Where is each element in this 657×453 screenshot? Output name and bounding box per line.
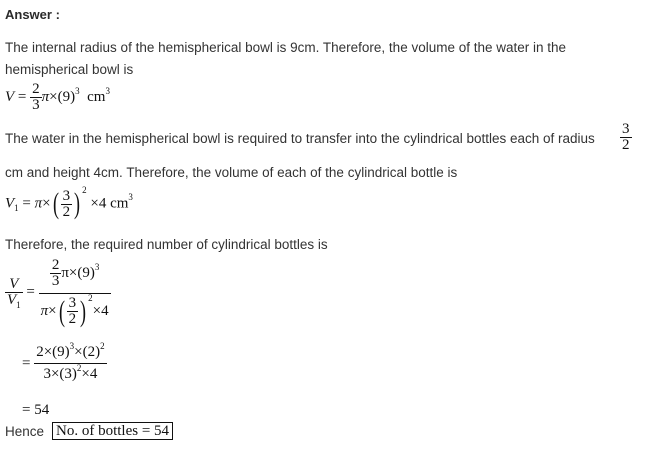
fraction-denominator: 2 <box>62 203 71 220</box>
denominator-term: ×4 <box>81 366 98 382</box>
pi-symbol: π <box>41 88 50 105</box>
unit: cm <box>87 88 106 105</box>
exponent: 3 <box>94 261 100 272</box>
var-v: V <box>5 88 15 105</box>
fraction-numerator: 2 <box>51 257 60 273</box>
unit: cm <box>110 195 129 212</box>
boxed-answer: No. of bottles = 54 <box>52 422 173 440</box>
left-paren: ( <box>52 187 59 220</box>
exponent: 2 <box>100 341 105 351</box>
times-sign: × <box>49 88 58 105</box>
equals-sign: = <box>26 283 35 300</box>
paragraph-line: hemispherical bowl is <box>5 62 134 77</box>
unit-exponent: 3 <box>105 85 110 96</box>
hence-label: Hence <box>5 424 45 439</box>
fraction <box>67 296 79 327</box>
pi-symbol: π <box>40 302 49 319</box>
paragraph-line: The water in the hemispherical bowl is required to transfer into the cylindrical bottles each of radius <box>5 131 595 146</box>
fraction-numerator: V <box>5 277 23 293</box>
fraction-denominator: 3 <box>51 273 60 289</box>
equals-sign: = <box>22 355 31 372</box>
equation-ratio <box>5 258 111 327</box>
answer-heading: Answer : <box>5 7 60 22</box>
fraction-denominator: 2 <box>68 311 77 327</box>
denominator-tail: ×4 <box>92 302 109 319</box>
numerator-term: ×(2) <box>74 344 101 360</box>
equation-hemisphere-volume <box>5 82 110 113</box>
times-sign: × <box>48 302 57 319</box>
equals-sign: = <box>22 195 31 212</box>
equation-bottle-volume <box>5 187 133 221</box>
numerator-term: 2×(9) <box>36 344 70 360</box>
times-sign: × <box>42 195 51 212</box>
fraction-lhs <box>5 277 23 309</box>
pi-symbol: π <box>34 195 43 212</box>
fraction <box>620 122 632 153</box>
subscript: 1 <box>14 203 19 214</box>
denominator-term: 3×(3) <box>43 366 77 382</box>
paragraph-line: cm and height 4cm. Therefore, the volume of each of the cylindrical bottle is <box>5 165 458 180</box>
paragraph-line: Therefore, the required number of cylindrical bottles is <box>5 237 328 252</box>
fraction <box>50 258 62 289</box>
right-paren: ) <box>74 187 81 220</box>
unit-exponent: 3 <box>128 192 133 203</box>
fraction-main <box>39 258 111 327</box>
var-v: V <box>5 195 15 212</box>
factor: 4 <box>98 195 107 212</box>
paragraph-line: The internal radius of the hemispherical bowl is 9cm. Therefore, the volume of the water in the <box>5 40 567 55</box>
var-v: V <box>7 291 17 308</box>
base-term: (9) <box>57 88 76 105</box>
left-paren: ( <box>58 295 65 328</box>
fraction-denominator <box>5 293 23 309</box>
equals-sign: = <box>17 88 27 105</box>
radius-fraction <box>620 122 632 153</box>
right-paren: ) <box>80 295 87 328</box>
fraction-numerator <box>39 258 111 294</box>
fraction-numerator: 3 <box>62 187 71 204</box>
exponent: 3 <box>69 341 75 351</box>
equation-result: = 54 <box>22 402 50 418</box>
fraction-numerator <box>34 341 106 364</box>
exponent: 2 <box>88 292 93 303</box>
result-box <box>52 423 173 440</box>
fraction <box>34 341 106 383</box>
exponent: 2 <box>76 363 82 373</box>
subscript: 1 <box>16 299 21 310</box>
fraction-denominator <box>39 294 111 327</box>
numerator-rest: π×(9) <box>61 264 95 281</box>
fraction-numerator: 3 <box>68 295 77 311</box>
fraction-denominator: 3 <box>32 97 40 113</box>
equation-simplified <box>22 341 107 383</box>
fraction-numerator: 3 <box>622 121 630 137</box>
fraction <box>30 82 42 113</box>
fraction-denominator <box>34 364 106 383</box>
fraction-numerator: 2 <box>32 81 40 97</box>
fraction-denominator: 2 <box>622 137 630 153</box>
times-sign: × <box>90 195 99 212</box>
exponent: 2 <box>82 185 87 196</box>
exponent: 3 <box>75 85 80 96</box>
fraction <box>61 189 73 220</box>
